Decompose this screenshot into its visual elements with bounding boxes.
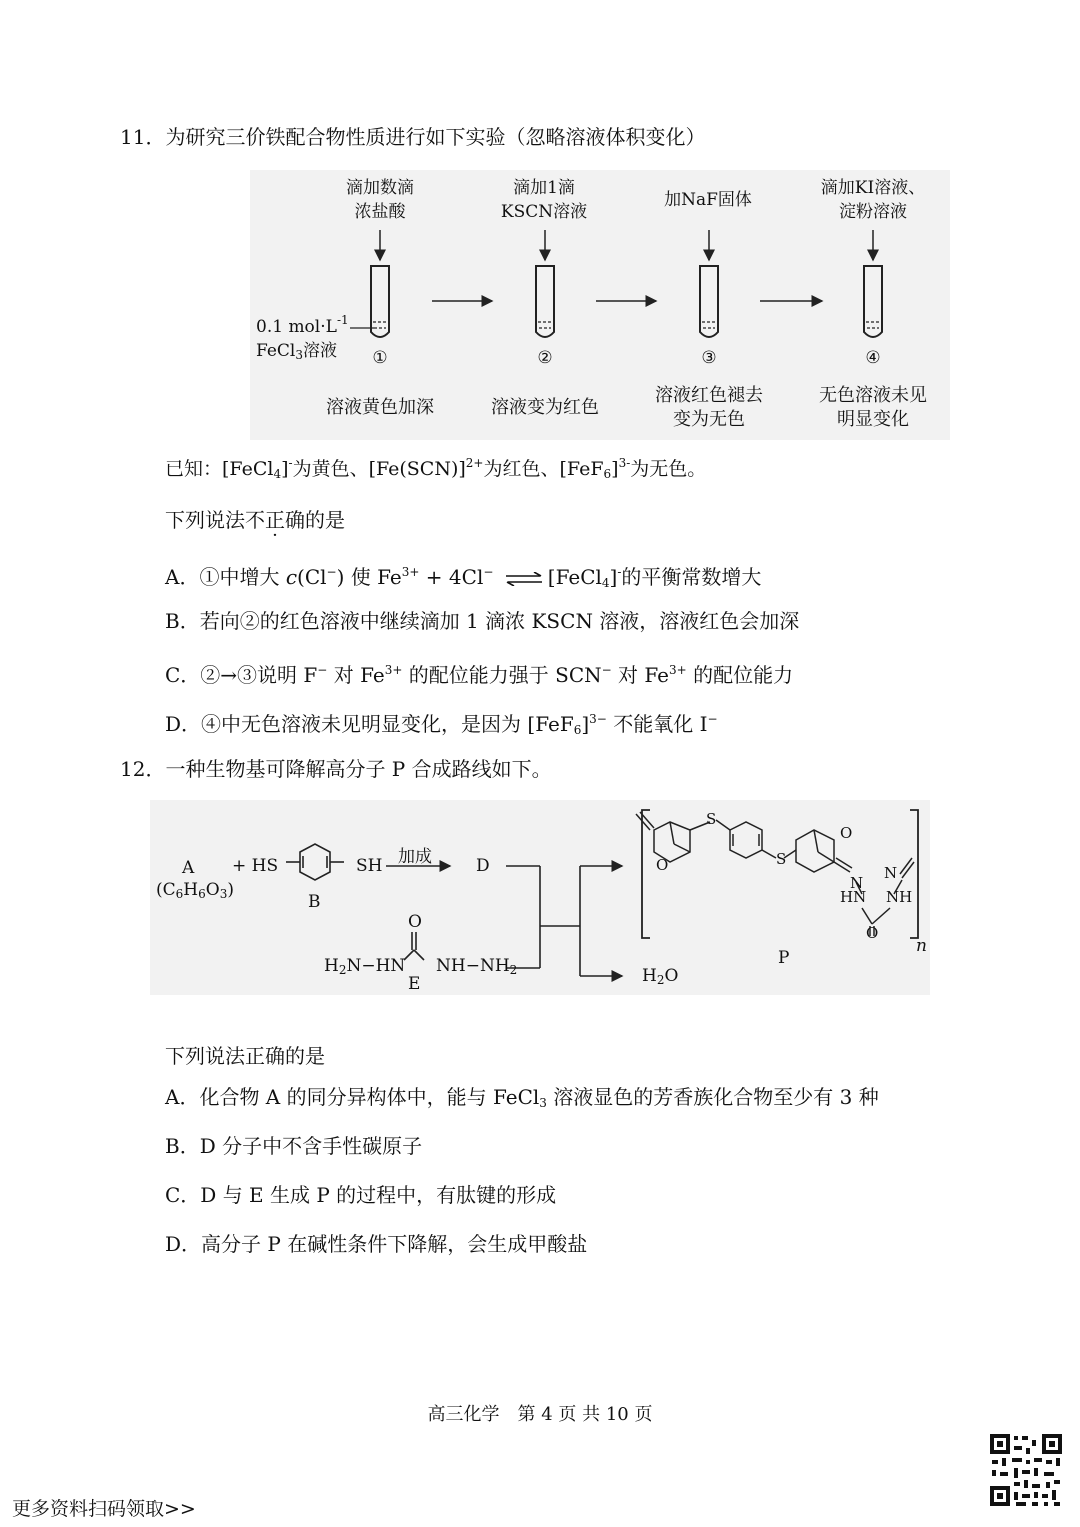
p-oxygen-2: O xyxy=(840,824,853,842)
q11-stem: 11．为研究三价铁配合物性质进行如下实验（忽略溶液体积变化） xyxy=(120,125,706,149)
scheme-drawing xyxy=(150,800,930,995)
q12-prompt: 下列说法正确的是 xyxy=(165,1044,325,1068)
compound-a-formula: $(C_6H_6O_3)$ xyxy=(156,880,234,901)
equilibrium-arrow-icon xyxy=(504,572,544,586)
e-left-group: $H_2N-HN$ xyxy=(324,956,406,977)
solution-label: 0.1 $mol\cdot L^{-1}$ FeCl$_3$溶液 xyxy=(256,313,349,362)
sh-label: SH xyxy=(356,856,383,876)
tube-number-1: ① xyxy=(372,348,388,368)
q11-experiment-figure xyxy=(250,170,950,440)
compound-e-label: E xyxy=(408,974,421,994)
q11-option-b[interactable]: B．若向②的红色溶液中继续滴加 1 滴浓 KSCN 溶液，溶液红色会加深 xyxy=(165,609,800,633)
more-resources-link[interactable]: 更多资料扫码领取>> xyxy=(12,1498,196,1520)
p-nh: NH xyxy=(886,888,913,906)
benzene-ring-b xyxy=(286,844,344,880)
observation-3: 溶液红色褪去 变为无色 xyxy=(655,385,763,430)
p-sulfur-1: S xyxy=(706,810,717,828)
q11-option-c[interactable]: C．②→③说明 F− 对 $Fe^{3+}$ 的配位能力强于 SCN− 对 $Fe^{3+}$ 的配位能力 xyxy=(165,663,794,687)
p-nitrogen-2: N xyxy=(884,864,898,882)
q11-known-info: 已知：[FeCl$_4$]-为黄色、$[Fe(SCN)]^{2+}$为红色、$[FeF_6]^{3-}$为无色。 xyxy=(165,456,707,481)
water-label: $H_2O$ xyxy=(642,966,679,987)
observation-1: 溶液黄色加深 xyxy=(326,397,434,418)
plus-hs-label: + HS xyxy=(232,856,279,876)
emphasis-not-correct: 不正确 xyxy=(245,508,305,532)
step3-reagent: 加NaF固体 xyxy=(664,190,752,210)
q11-option-d[interactable]: D．④中无色溶液未见明显变化，是因为 $[FeF_6]^{3-}$ 不能氧化 I− xyxy=(165,712,718,737)
e-right-group: $NH-NH_2$ xyxy=(436,956,518,977)
q11-option-a[interactable]: A．①中增大 c(Cl−) 使 $Fe^{3+} + 4Cl^-$ [FeCl$_4$]-的平衡常数增大 xyxy=(165,565,762,590)
q12-option-a[interactable]: A．化合物 A 的同分异构体中，能与 FeCl$_3$ 溶液显色的芳香族化合物至少有 3 种 xyxy=(165,1085,879,1110)
tube-number-3: ③ xyxy=(701,348,717,368)
compound-d-label: D xyxy=(476,856,490,876)
p-hn: HN xyxy=(840,888,867,906)
page-footer: 高三化学 第 4 页 共 10 页 xyxy=(427,1404,653,1425)
qr-code-icon[interactable] xyxy=(988,1432,1064,1508)
p-sulfur-2: S xyxy=(776,850,787,868)
p-oxygen-1: O xyxy=(656,856,669,874)
step2-reagent: 滴加1滴 KSCN溶液 xyxy=(500,178,588,222)
q11-prompt: 下列说法不正确的是 xyxy=(165,508,345,532)
q12-option-b[interactable]: B．D 分子中不含手性碳原子 xyxy=(165,1134,423,1158)
polymer-p-label: P xyxy=(778,948,790,968)
q12-option-c[interactable]: C．D 与 E 生成 P 的过程中，有肽键的形成 xyxy=(165,1183,557,1207)
q12-synthesis-scheme xyxy=(150,800,930,995)
tube-number-4: ④ xyxy=(865,348,881,368)
reaction-condition: 加成 xyxy=(398,847,432,867)
polymer-brackets xyxy=(642,810,918,938)
step4-reagent: 滴加KI溶液、 淀粉溶液 xyxy=(820,178,926,222)
tube-number-2: ② xyxy=(537,348,553,368)
polymer-p-structure xyxy=(636,812,914,936)
p-carbonyl-o: O xyxy=(866,924,879,942)
compound-a-label: A xyxy=(182,858,195,878)
carbazide-e xyxy=(404,932,424,960)
step1-reagent: 滴加数滴 浓盐酸 xyxy=(346,178,414,222)
p-nitrogen-1: N xyxy=(850,874,864,892)
repeat-n: n xyxy=(916,936,927,956)
q12-option-d[interactable]: D．高分子 P 在碱性条件下降解，会生成甲酸盐 xyxy=(165,1232,588,1256)
compound-b-label: B xyxy=(308,892,321,912)
q12-stem: 12．一种生物基可降解高分子 P 合成路线如下。 xyxy=(120,757,552,781)
observation-2: 溶液变为红色 xyxy=(491,397,599,418)
e-carbonyl-o: O xyxy=(408,912,422,932)
observation-4: 无色溶液未见 明显变化 xyxy=(819,385,927,430)
